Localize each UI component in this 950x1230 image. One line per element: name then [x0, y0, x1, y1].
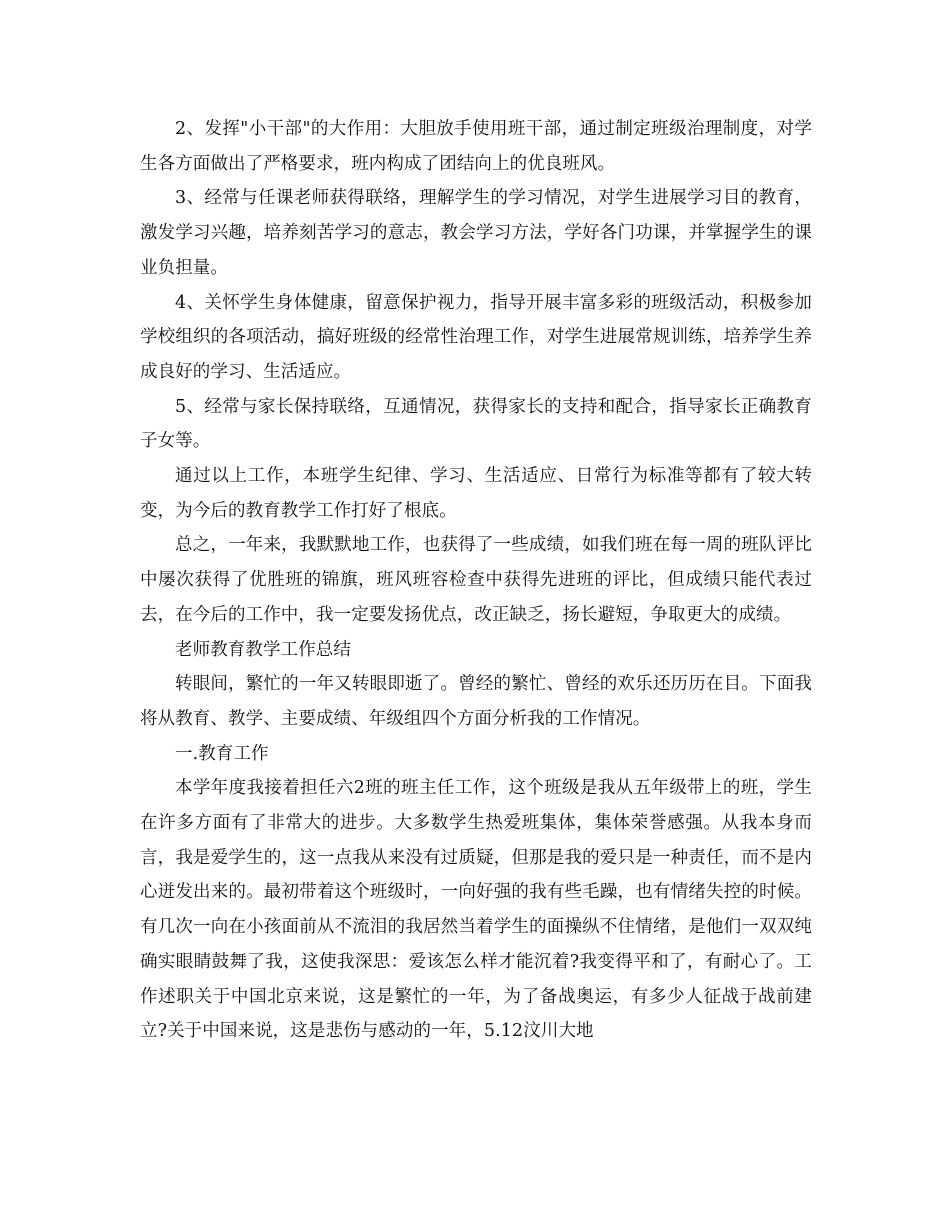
paragraph-intro: 转眼间，繁忙的一年又转眼即逝了。曾经的繁忙、曾经的欢乐还历历在目。下面我将从教育、教学、主要成绩、年级组四个方面分析我的工作情况。: [140, 674, 812, 729]
paragraph-item-2: 2、发挥"小干部"的大作用：大胆放手使用班干部，通过制定班级治理制度，对学生各方面做出了严格要求，班内构成了团结向上的优良班风。: [140, 119, 812, 174]
paragraph-conclusion: 总之，一年来，我默默地工作，也获得了一些成绩，如我们班在每一周的班队评比中屡次获得了优胜班的锦旗，班风班容检查中获得先进班的评比，但成绩只能代表过去，在今后的工作中，我一定要发扬优点，改正缺乏，扬长避短，争取更大的成绩。: [140, 535, 812, 625]
document-body: [140, 112, 812, 1049]
paragraph-education-work: 本学年度我接着担任六2班的班主任工作，这个班级是我从五年级带上的班，学生在许多方面有了非常大的进步。大多数学生热爱班集体，集体荣誉感强。从我本身而言，我是爱学生的，这一点我从来没有过质疑，但那是我的爱只是一种责任，而不是内心迸发出来的。最初带着这个班级时，一向好强的我有些毛躁，也有情绪失控的时候。有几次一向在小孩面前从不流泪的我居然当着学生的面操纵不住情绪，是他们一双双纯确实眼睛鼓舞了我，这使我深思：爱该怎么样才能沉着?我变得平和了，有耐心了。工作述职关于中国北京来说，这是繁忙的一年，为了备战奥运，有多少人征战于战前建立?关于中国来说，这是悲伤与感动的一年，5.12汶川大地: [140, 778, 812, 1042]
paragraph-item-5: 5、经常与家长保持联络，互通情况，获得家长的支持和配合，指导家长正确教育子女等。: [140, 396, 812, 452]
paragraph-item-4: 4、关怀学生身体健康，留意保护视力，指导开展丰富多彩的班级活动，积极参加学校组织的各项活动，搞好班级的经常性治理工作，对学生进展常规训练，培养学生养成良好的学习、生活适应。: [140, 292, 812, 382]
paragraph-summary-work: 通过以上工作，本班学生纪律、学习、生活适应、日常行为标准等都有了较大转变，为今后的教育教学工作打好了根底。: [140, 466, 812, 521]
section-heading-education: 一.教育工作: [175, 743, 269, 764]
paragraph-item-3: 3、经常与任课老师获得联络，理解学生的学习情况，对学生进展学习目的教育，激发学习兴趣，培养刻苦学习的意志，教会学习方法，学好各门功课，并掌握学生的课业负担量。: [140, 188, 812, 278]
section-title: 老师教育教学工作总结: [175, 639, 351, 660]
